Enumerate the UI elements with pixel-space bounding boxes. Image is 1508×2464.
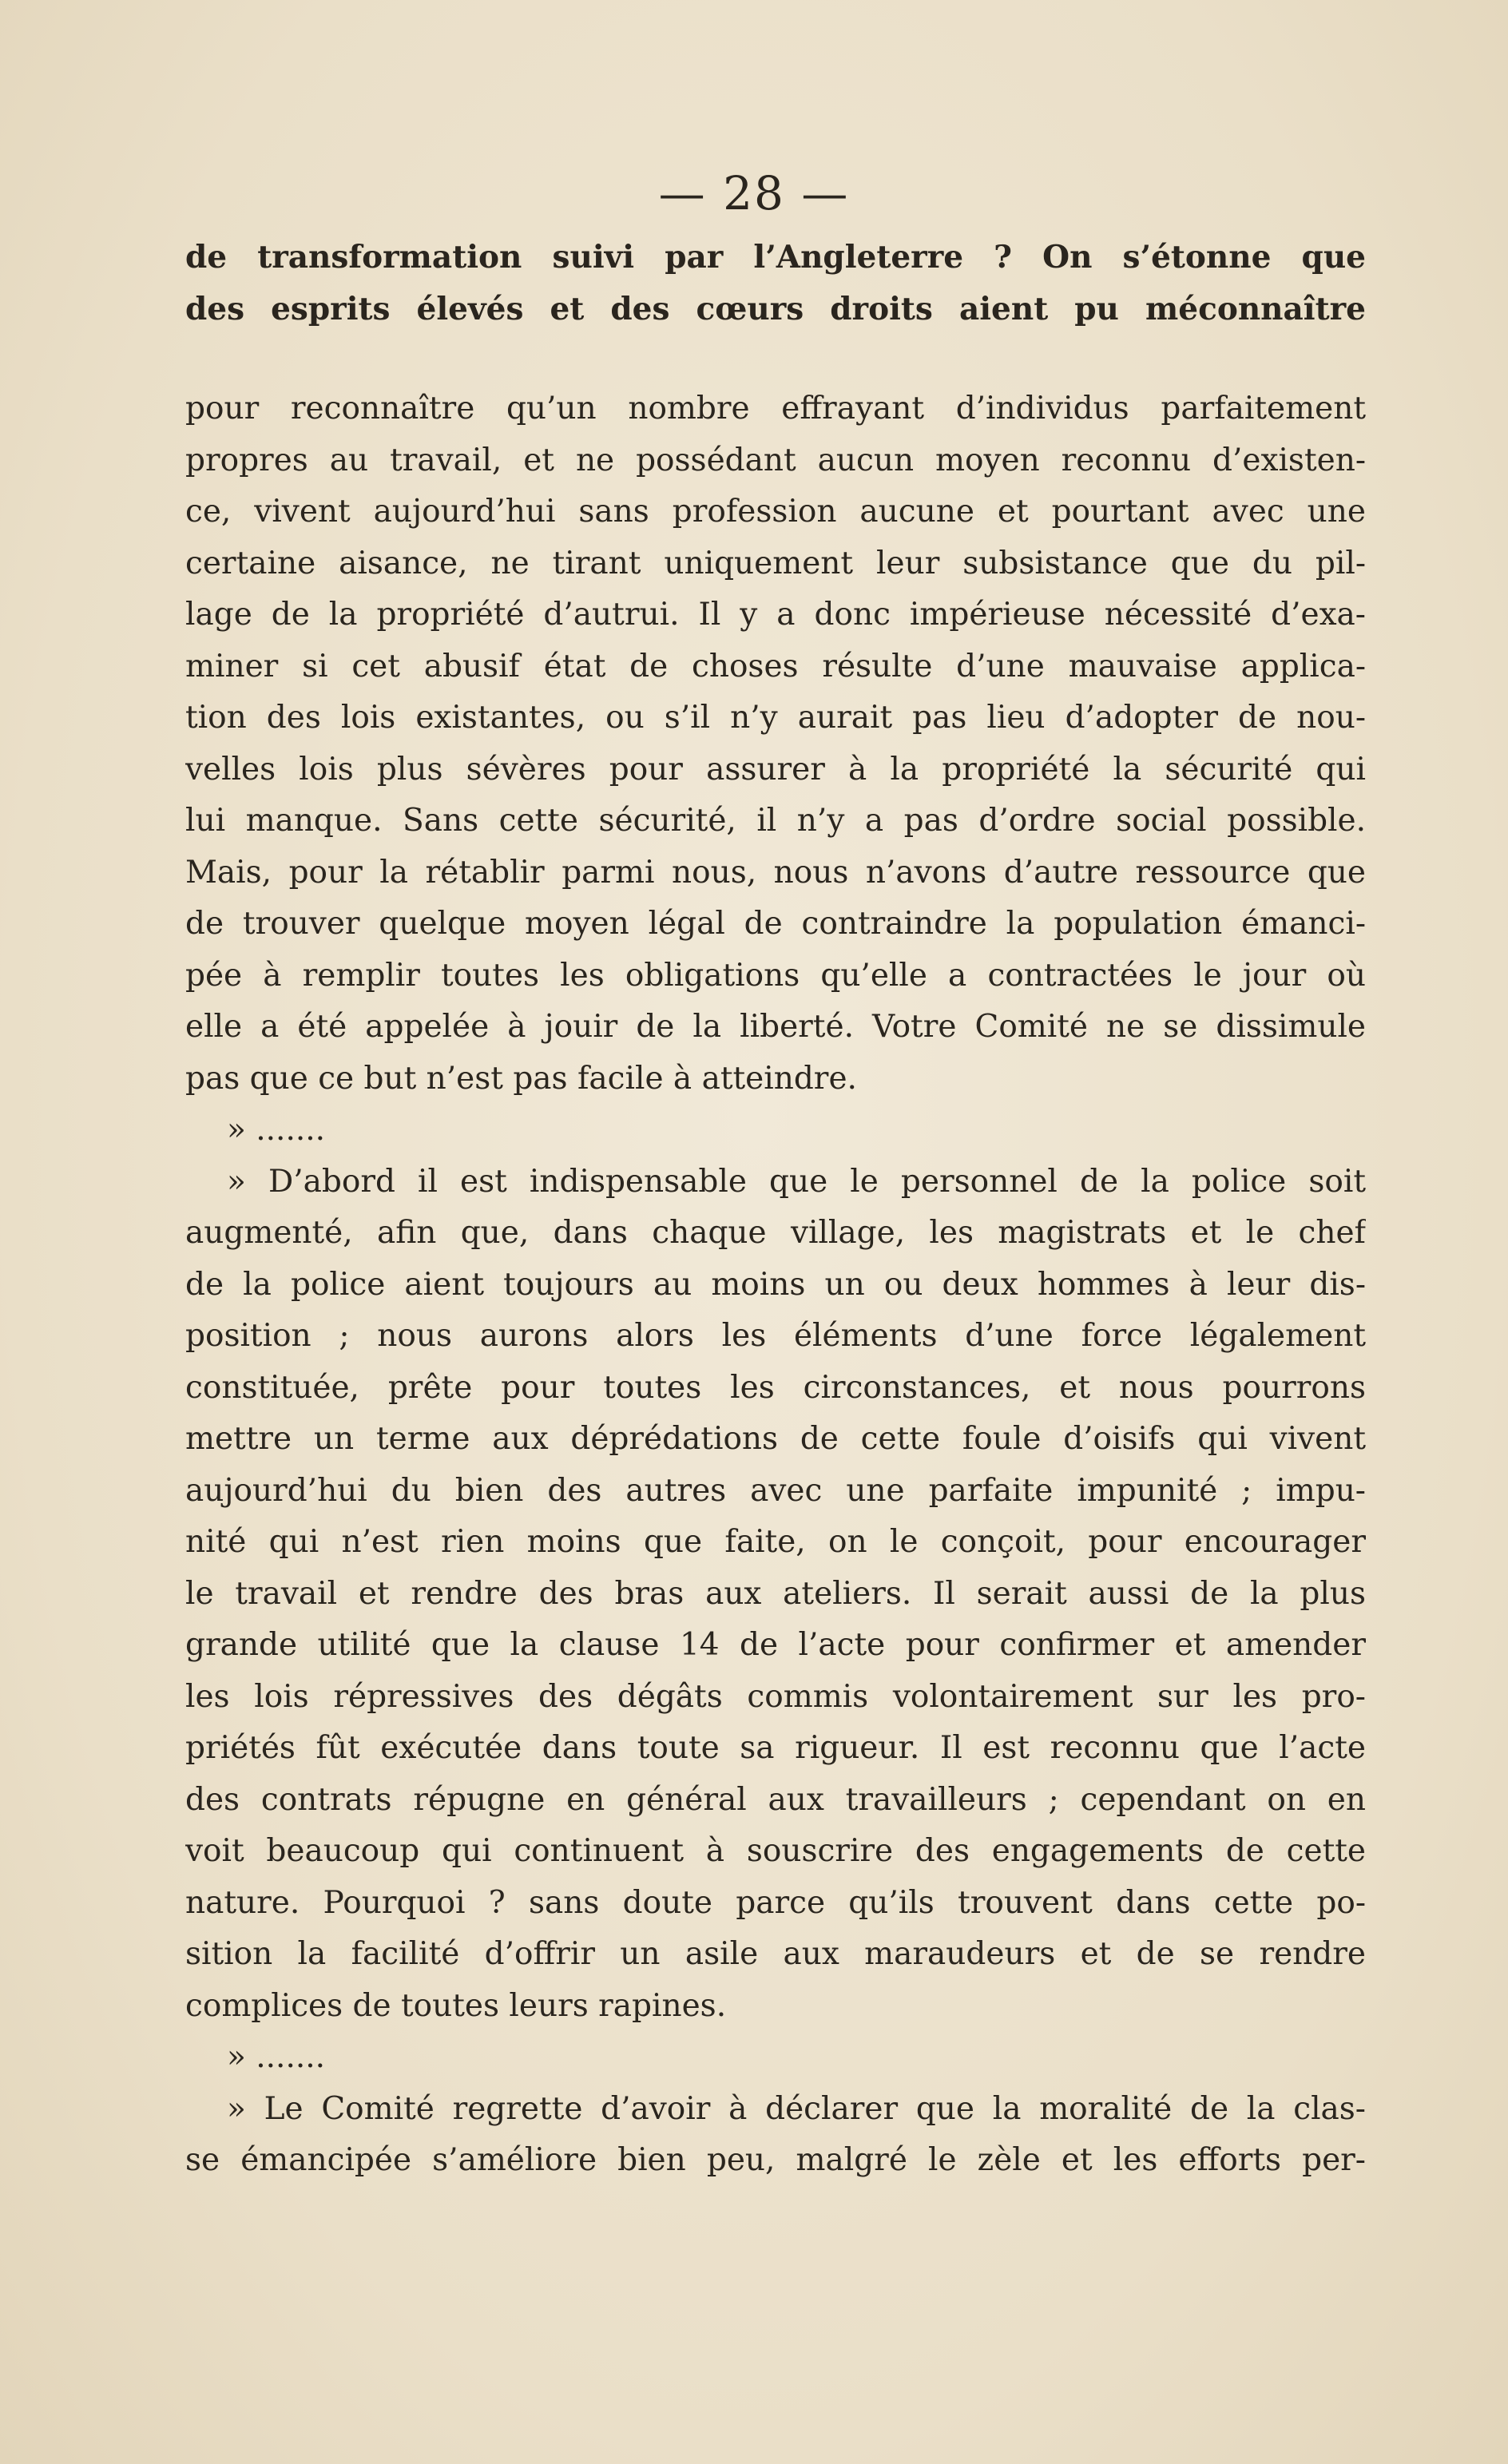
text-line: le travail et rendre des bras aux ateliers. Il serait aussi de la plus	[185, 1575, 1366, 1612]
text-line: priétés fût exécutée dans toute sa rigueur. Il est reconnu que l’acte	[185, 1730, 1366, 1766]
text-line: grande utilité que la clause 14 de l’acte pour confirmer et amender	[185, 1627, 1366, 1663]
text-line: pée à remplir toutes les obligations qu’elle a contractées le jour où	[185, 957, 1366, 994]
text-line: se émancipée s’améliore bien peu, malgré le zèle et les efforts per-	[185, 2142, 1366, 2178]
top-paragraph	[185, 232, 1366, 335]
text-line: Mais, pour la rétablir parmi nous, nous n’avons d’autre ressource que	[185, 854, 1366, 891]
text-line: elle a été appelée à jouir de la liberté. Votre Comité ne se dissimule	[185, 1009, 1366, 1045]
text-line: de la police aient toujours au moins un ou deux hommes à leur dis-	[185, 1266, 1366, 1303]
text-line: velles lois plus sévères pour assurer à la propriété la sécurité qui	[185, 751, 1366, 788]
text-line: nature. Pourquoi ? sans doute parce qu’ils trouvent dans cette po-	[185, 1884, 1366, 1921]
text-line: mettre un terme aux déprédations de cette foule d’oisifs qui vivent	[185, 1421, 1366, 1457]
text-line: nité qui n’est rien moins que faite, on le conçoit, pour encourager	[185, 1524, 1366, 1560]
text-line: constituée, prête pour toutes les circonstances, et nous pourrons	[185, 1369, 1366, 1406]
text-line: aujourd’hui du bien des autres avec une parfaite impunité ; impu-	[185, 1472, 1366, 1509]
text-line: complices de toutes leurs rapines.	[185, 1987, 727, 2024]
text-line: lui manque. Sans cette sécurité, il n’y a pas d’ordre social possible.	[185, 803, 1366, 839]
text-line: » Le Comité regrette d’avoir à déclarer que la moralité de la clas-	[227, 2090, 1366, 2127]
text-line: les lois répressives des dégâts commis volontairement sur les pro-	[185, 1678, 1366, 1715]
page-number: — 28 —	[658, 166, 850, 220]
main-text	[185, 383, 1366, 2187]
text-line: position ; nous aurons alors les éléments d’une force légalement	[185, 1318, 1366, 1354]
text-line: de transformation suivi par l’Angleterre ? On s’étonne que	[185, 239, 1366, 276]
text-line: de trouver quelque moyen légal de contraindre la population émanci-	[185, 906, 1366, 942]
text-line: miner si cet abusif état de choses résulte d’une mauvaise applica-	[185, 648, 1366, 684]
ellipsis-line: » .......	[227, 2039, 326, 2075]
text-line: voit beaucoup qui continuent à souscrire des engagements de cette	[185, 1833, 1366, 1869]
ellipsis-line: » .......	[227, 1112, 326, 1148]
text-line: lage de la propriété d’autrui. Il y a donc impérieuse nécessité d’exa-	[185, 597, 1366, 633]
text-line: pour reconnaître qu’un nombre effrayant d’individus parfaitement	[185, 391, 1366, 427]
text-line: » D’abord il est indispensable que le personnel de la police soit	[227, 1163, 1366, 1200]
text-line: tion des lois existantes, ou s’il n’y aurait pas lieu d’adopter de nou-	[185, 700, 1366, 736]
text-line: certaine aisance, ne tirant uniquement leur subsistance que du pil-	[185, 545, 1366, 581]
text-line: augmenté, afin que, dans chaque village, les magistrats et le chef	[185, 1215, 1366, 1251]
text-line: sition la facilité d’offrir un asile aux maraudeurs et de se rendre	[185, 1936, 1366, 1972]
text-line: ce, vivent aujourd’hui sans profession aucune et pourtant avec une	[185, 494, 1366, 530]
text-line: des esprits élevés et des cœurs droits aient pu méconnaître	[185, 290, 1366, 327]
text-line: des contrats répugne en général aux travailleurs ; cependant on en	[185, 1781, 1366, 1818]
text-line: pas que ce but n’est pas facile à atteindre.	[185, 1060, 857, 1097]
text-line: propres au travail, et ne possédant aucun moyen reconnu d’existen-	[185, 442, 1366, 478]
